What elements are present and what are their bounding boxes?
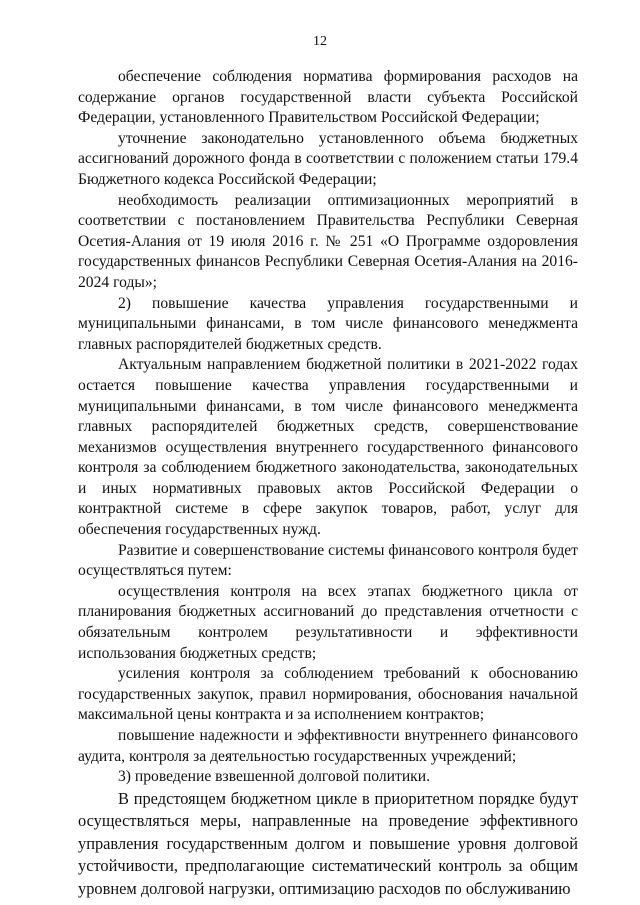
paragraph: В предстоящем бюджетном цикле в приоритетном порядке будут осуществляться меры, направленные на проведение эффективного управления государственным долгом и повышение уровня долговой устойчивости, предполагающие систематический контроль за общим уровнем долговой нагрузки, оптимизацию расходов по обслуживанию <box>78 788 578 898</box>
paragraph: Актуальным направлением бюджетной политики в 2021-2022 годах остается повышение качества управления государственными и муниципальными финансами, в том числе финансового менеджмента главных распорядителей бюджетных средств, совершенствование механизмов осуществления внутреннего государственного финансового контроля за соблюдением бюджетного законодательства, законодательных и иных нормативных правовых актов Российской Федерации о контрактной системе в сфере закупок товаров, работ, услуг для обеспечения государственных нужд. <box>78 356 578 539</box>
paragraph: повышение надежности и эффективности внутреннего финансового аудита, контроля за деятельностью государственных учреждений; <box>78 727 578 765</box>
paragraph: осуществления контроля на всех этапах бюджетного цикла от планирования бюджетных ассигнований до представления отчетности с обязательным контролем результативности и эффективности использования бюджетных средств; <box>78 582 578 662</box>
paragraph: 3) проведение взвешенной долговой политики. <box>118 768 431 786</box>
paragraph: необходимость реализации оптимизационных мероприятий в соответствии с постановлением Правительства Республики Северная Осетия-Алания от 19 июля 2016 г. № 251 «О Программе оздоровления государственных финансов Республики Северная Осетия-Алания на 2016-2024 годы»; <box>78 191 578 291</box>
paragraph: Развитие и совершенствование системы финансового контроля будет осуществляться путем: <box>78 541 578 580</box>
body-text <box>78 67 578 900</box>
paragraph: 2) повышение качества управления государственными и муниципальными финансами, в том числе финансового менеджмента главных распорядителей бюджетных средств. <box>78 294 578 353</box>
paragraph: усиления контроля за соблюдением требований к обоснованию государственных закупок, правил нормирования, обоснования начальной максимальной цены контракта и за исполнением контрактов; <box>78 665 578 724</box>
paragraph: уточнение законодательно установленного объема бюджетных ассигнований дорожного фонда в соответствии с положением статьи 179.4 Бюджетного кодекса Российской Федерации; <box>78 129 578 188</box>
page-number: 12 <box>313 34 327 49</box>
paragraph: обеспечение соблюдения норматива формирования расходов на содержание органов государственной власти субъекта Российской Федерации, установленного Правительством Российской Федерации; <box>78 68 578 127</box>
